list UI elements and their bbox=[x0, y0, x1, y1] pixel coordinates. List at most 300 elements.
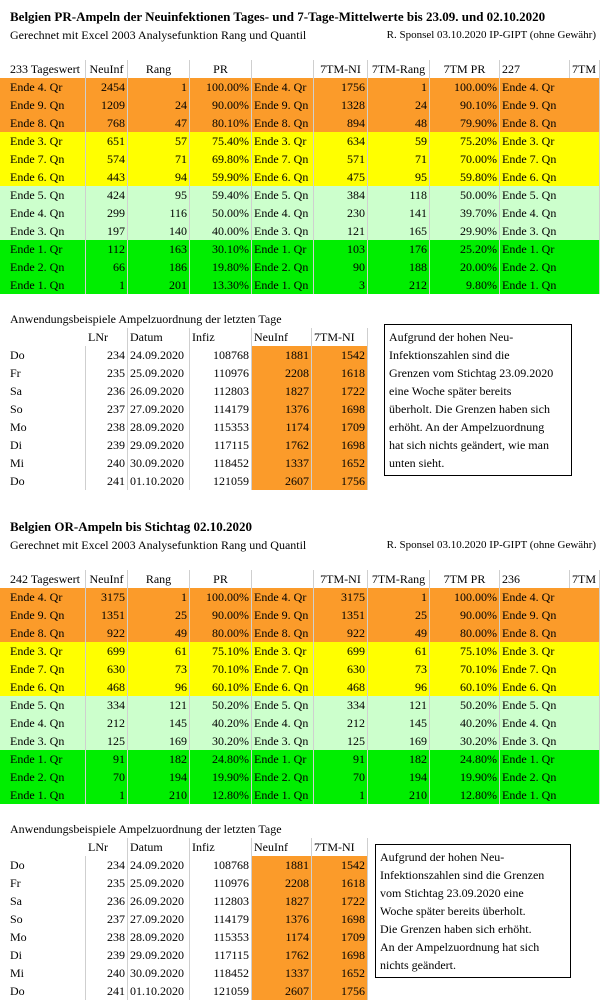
table-cell: Ende 4. Qr bbox=[500, 78, 600, 96]
ampel-row bbox=[0, 78, 600, 96]
table-cell: 50.00% bbox=[430, 186, 500, 204]
example-cell: 25.09.2020 bbox=[128, 874, 190, 892]
example-cell: 27.09.2020 bbox=[128, 910, 190, 928]
example-cell: 110976 bbox=[190, 364, 252, 382]
table-cell: 19.80% bbox=[190, 258, 252, 276]
table-cell: 145 bbox=[128, 714, 190, 732]
example-cell: 1709 bbox=[312, 928, 368, 946]
table-cell: Ende 1. Qr bbox=[8, 240, 86, 258]
column-header: Rang bbox=[128, 60, 190, 78]
table-cell: 201 bbox=[128, 276, 190, 294]
table-cell: Ende 8. Qn bbox=[252, 624, 314, 642]
table-cell: 80.10% bbox=[190, 114, 252, 132]
table-cell: 100.00% bbox=[190, 78, 252, 96]
table-cell: 125 bbox=[314, 732, 368, 750]
table-cell: 30.20% bbox=[190, 732, 252, 750]
table-cell: 212 bbox=[86, 714, 128, 732]
example-cell: 115353 bbox=[190, 928, 252, 946]
table-cell: 894 bbox=[314, 114, 368, 132]
example-cell: 2208 bbox=[252, 364, 312, 382]
table-cell: Ende 3. Qr bbox=[252, 642, 314, 660]
examples-header: LNr bbox=[86, 838, 128, 856]
examples-header: NeuInf bbox=[252, 838, 312, 856]
example-cell: 30.09.2020 bbox=[128, 454, 190, 472]
example-cell: 121059 bbox=[190, 982, 252, 1000]
table-cell: 116 bbox=[128, 204, 190, 222]
table-cell: 1 bbox=[368, 78, 430, 96]
table-cell: 80.00% bbox=[430, 624, 500, 642]
subtitle-text: Gerechnet mit Excel 2003 Analysefunktion Rang und Quantil bbox=[10, 538, 307, 552]
table-cell: 118 bbox=[368, 186, 430, 204]
table-cell: 70.10% bbox=[430, 660, 500, 678]
column-header: 7TM-Rang bbox=[368, 60, 430, 78]
example-cell: 2208 bbox=[252, 874, 312, 892]
ampel-row bbox=[0, 642, 600, 660]
table-cell: 2454 bbox=[86, 78, 128, 96]
table-cell: Ende 4. Qn bbox=[8, 204, 86, 222]
table-cell: 3175 bbox=[86, 588, 128, 606]
table-cell: Ende 6. Qn bbox=[252, 168, 314, 186]
table-cell: 1 bbox=[314, 786, 368, 804]
table-cell: 3 bbox=[314, 276, 368, 294]
example-cell: Do bbox=[8, 472, 86, 490]
example-cell: 235 bbox=[86, 364, 128, 382]
table-cell: 96 bbox=[128, 678, 190, 696]
table-cell: 66 bbox=[86, 258, 128, 276]
table-cell: Ende 5. Qn bbox=[500, 186, 600, 204]
table-cell: Ende 2. Qn bbox=[252, 258, 314, 276]
examples-header: LNr bbox=[86, 328, 128, 346]
table-cell: Ende 8. Qn bbox=[500, 114, 600, 132]
ampel-row bbox=[0, 276, 600, 294]
example-cell: 1722 bbox=[312, 892, 368, 910]
example-cell: 117115 bbox=[190, 946, 252, 964]
table-cell: 90.00% bbox=[190, 96, 252, 114]
table-cell: Ende 7. Qn bbox=[252, 660, 314, 678]
table-cell: 40.00% bbox=[190, 222, 252, 240]
example-cell: 01.10.2020 bbox=[128, 472, 190, 490]
table-cell: 24 bbox=[368, 96, 430, 114]
table-cell: 121 bbox=[314, 222, 368, 240]
table-cell: 112 bbox=[86, 240, 128, 258]
table-cell: 299 bbox=[86, 204, 128, 222]
table-cell: Ende 2. Qn bbox=[8, 768, 86, 786]
example-cell: 241 bbox=[86, 982, 128, 1000]
example-cell: 1652 bbox=[312, 964, 368, 982]
table-cell: Ende 3. Qn bbox=[252, 222, 314, 240]
table-cell: 40.20% bbox=[430, 714, 500, 732]
examples-header: 7TM-NI bbox=[312, 838, 368, 856]
example-cell: Mi bbox=[8, 964, 86, 982]
table-cell: Ende 8. Qn bbox=[8, 624, 86, 642]
example-cell: 118452 bbox=[190, 964, 252, 982]
example-cell: 1542 bbox=[312, 856, 368, 874]
column-header: 7TM bbox=[570, 570, 600, 588]
example-cell: 241 bbox=[86, 472, 128, 490]
subtitle-row bbox=[0, 26, 600, 44]
example-cell: 1762 bbox=[252, 946, 312, 964]
table-cell: Ende 3. Qr bbox=[8, 132, 86, 150]
table-cell: 25 bbox=[128, 606, 190, 624]
table-cell: 90.10% bbox=[430, 96, 500, 114]
examples-header: NeuInf bbox=[252, 328, 312, 346]
example-cell: So bbox=[8, 400, 86, 418]
table-cell: Ende 7. Qn bbox=[500, 660, 600, 678]
example-cell: 235 bbox=[86, 874, 128, 892]
table-cell: Ende 3. Qr bbox=[252, 132, 314, 150]
table-cell: 70.00% bbox=[430, 150, 500, 168]
table-cell: 71 bbox=[128, 150, 190, 168]
column-header: 7TM-Rang bbox=[368, 570, 430, 588]
example-cell: 115353 bbox=[190, 418, 252, 436]
table-cell: 169 bbox=[368, 732, 430, 750]
example-cell: 238 bbox=[86, 418, 128, 436]
ampel-row bbox=[0, 660, 600, 678]
table-cell: 20.00% bbox=[430, 258, 500, 276]
table-cell: 140 bbox=[128, 222, 190, 240]
note-line: vom Stichtag 23.09.2020 eine bbox=[380, 886, 524, 900]
table-cell: 630 bbox=[314, 660, 368, 678]
table-cell: Ende 6. Qn bbox=[500, 168, 600, 186]
examples-title: Anwendungsbeispiele Ampelzuordnung der letzten Tage bbox=[10, 312, 282, 326]
table-cell: Ende 5. Qn bbox=[8, 696, 86, 714]
table-cell: Ende 6. Qn bbox=[500, 678, 600, 696]
table-cell: 165 bbox=[368, 222, 430, 240]
note-line: Die Grenzen haben sich erhöht. bbox=[380, 922, 532, 936]
table-cell: Ende 5. Qn bbox=[500, 696, 600, 714]
table-cell: 3175 bbox=[314, 588, 368, 606]
example-cell: 108768 bbox=[190, 856, 252, 874]
examples-title-row bbox=[0, 820, 600, 838]
column-header: PR bbox=[190, 60, 252, 78]
example-cell: 1698 bbox=[312, 436, 368, 454]
table-cell: 24.80% bbox=[190, 750, 252, 768]
table-cell: Ende 3. Qn bbox=[8, 222, 86, 240]
table-cell: Ende 1. Qr bbox=[500, 750, 600, 768]
table-cell: Ende 9. Qn bbox=[500, 96, 600, 114]
table-cell: Ende 4. Qr bbox=[500, 588, 600, 606]
table-cell: Ende 4. Qr bbox=[8, 78, 86, 96]
column-header: 242 Tageswert bbox=[8, 570, 86, 588]
table-cell: 334 bbox=[314, 696, 368, 714]
table-cell: 59.80% bbox=[430, 168, 500, 186]
table-cell: Ende 1. Qn bbox=[8, 276, 86, 294]
examples-header: Datum bbox=[128, 838, 190, 856]
note-line: An der Ampelzuordnung hat sich bbox=[380, 940, 540, 954]
example-cell: 27.09.2020 bbox=[128, 400, 190, 418]
table-cell: Ende 9. Qn bbox=[252, 96, 314, 114]
example-cell: Di bbox=[8, 946, 86, 964]
example-cell: 234 bbox=[86, 856, 128, 874]
column-header: 7TM bbox=[570, 60, 600, 78]
ampel-row bbox=[0, 696, 600, 714]
table-cell: 13.30% bbox=[190, 276, 252, 294]
example-cell: 1698 bbox=[312, 400, 368, 418]
table-cell: 19.90% bbox=[430, 768, 500, 786]
table-cell: 210 bbox=[368, 786, 430, 804]
example-cell: 29.09.2020 bbox=[128, 946, 190, 964]
example-cell: 1376 bbox=[252, 400, 312, 418]
example-cell: 1376 bbox=[252, 910, 312, 928]
note-line: Woche später bereits überholt. bbox=[380, 904, 526, 918]
examples-header: Infiz bbox=[190, 838, 252, 856]
table-cell: 70 bbox=[314, 768, 368, 786]
table-cell: Ende 1. Qn bbox=[252, 786, 314, 804]
table-cell: 19.90% bbox=[190, 768, 252, 786]
table-cell: Ende 7. Qn bbox=[8, 150, 86, 168]
table-cell: 30.20% bbox=[430, 732, 500, 750]
ampel-row bbox=[0, 588, 600, 606]
table-cell: 1756 bbox=[314, 78, 368, 96]
table-cell: Ende 3. Qn bbox=[500, 732, 600, 750]
example-cell: Fr bbox=[8, 364, 86, 382]
note-line: Infektionszahlen sind die Grenzen bbox=[380, 868, 545, 882]
table-cell: 12.80% bbox=[430, 786, 500, 804]
table-cell: 30.10% bbox=[190, 240, 252, 258]
ampel-row bbox=[0, 606, 600, 624]
note-line: unten sieht. bbox=[389, 456, 445, 470]
examples-title: Anwendungsbeispiele Ampelzuordnung der letzten Tage bbox=[10, 822, 282, 836]
table-cell: Ende 9. Qn bbox=[8, 96, 86, 114]
table-cell: 230 bbox=[314, 204, 368, 222]
table-cell: 25 bbox=[368, 606, 430, 624]
table-cell: 49 bbox=[128, 624, 190, 642]
subtitle-row bbox=[0, 536, 600, 554]
table-cell: 424 bbox=[86, 186, 128, 204]
table-cell: 100.00% bbox=[430, 78, 500, 96]
table-cell: 103 bbox=[314, 240, 368, 258]
table-cell: 1 bbox=[86, 786, 128, 804]
table-cell: Ende 2. Qn bbox=[500, 258, 600, 276]
example-cell: Sa bbox=[8, 892, 86, 910]
table-cell: 169 bbox=[128, 732, 190, 750]
example-cell: 110976 bbox=[190, 874, 252, 892]
table-cell: 212 bbox=[368, 276, 430, 294]
table-cell: 1 bbox=[86, 276, 128, 294]
table-cell: 24.80% bbox=[430, 750, 500, 768]
table-cell: Ende 1. Qr bbox=[252, 240, 314, 258]
example-cell: Do bbox=[8, 856, 86, 874]
example-cell: Mo bbox=[8, 418, 86, 436]
example-cell: Do bbox=[8, 982, 86, 1000]
example-cell: 1698 bbox=[312, 946, 368, 964]
table-cell: 80.00% bbox=[190, 624, 252, 642]
table-cell: Ende 1. Qn bbox=[500, 276, 600, 294]
table-cell: Ende 4. Qr bbox=[252, 78, 314, 96]
table-cell: 1 bbox=[128, 78, 190, 96]
column-header: 7TM-NI bbox=[314, 570, 368, 588]
example-cell: 240 bbox=[86, 964, 128, 982]
section-title bbox=[0, 8, 600, 26]
title-text: Belgien PR-Ampeln der Neuinfektionen Tages- und 7-Tage-Mittelwerte bis 23.09. und 02.10.2020 bbox=[10, 9, 546, 24]
table-cell: 475 bbox=[314, 168, 368, 186]
example-cell: 1827 bbox=[252, 892, 312, 910]
table-cell: 94 bbox=[128, 168, 190, 186]
example-cell: 112803 bbox=[190, 382, 252, 400]
table-cell: 468 bbox=[86, 678, 128, 696]
ampel-row bbox=[0, 750, 600, 768]
table-cell: Ende 4. Qr bbox=[252, 588, 314, 606]
examples-header: Datum bbox=[128, 328, 190, 346]
table-cell: 50.20% bbox=[190, 696, 252, 714]
table-cell: 100.00% bbox=[430, 588, 500, 606]
example-cell: 1762 bbox=[252, 436, 312, 454]
examples-header: 7TM-NI bbox=[312, 328, 368, 346]
table-cell: 47 bbox=[128, 114, 190, 132]
column-header: NeuInf bbox=[86, 570, 128, 588]
table-cell: 100.00% bbox=[190, 588, 252, 606]
table-cell: 1 bbox=[128, 588, 190, 606]
table-cell: Ende 3. Qn bbox=[252, 732, 314, 750]
table-cell: Ende 1. Qr bbox=[252, 750, 314, 768]
note-line: überholt. Die Grenzen haben sich bbox=[389, 402, 550, 416]
example-cell: 1174 bbox=[252, 928, 312, 946]
table-cell: 12.80% bbox=[190, 786, 252, 804]
note-box bbox=[384, 324, 572, 476]
example-cell: Do bbox=[8, 346, 86, 364]
ampel-row bbox=[0, 624, 600, 642]
example-cell: Di bbox=[8, 436, 86, 454]
examples-header: Infiz bbox=[190, 328, 252, 346]
table-cell: Ende 5. Qn bbox=[8, 186, 86, 204]
example-cell: 30.09.2020 bbox=[128, 964, 190, 982]
table-cell: 90.00% bbox=[430, 606, 500, 624]
table-cell: 121 bbox=[368, 696, 430, 714]
column-header: PR bbox=[190, 570, 252, 588]
table-cell: Ende 6. Qn bbox=[252, 678, 314, 696]
credit-text: R. Sponsel 03.10.2020 IP-GIPT (ohne Gewähr) bbox=[386, 29, 596, 41]
table-cell: 182 bbox=[128, 750, 190, 768]
ampel-row bbox=[0, 786, 600, 804]
table-cell: 75.10% bbox=[430, 642, 500, 660]
example-cell: 29.09.2020 bbox=[128, 436, 190, 454]
example-cell: 1618 bbox=[312, 874, 368, 892]
table-cell: 699 bbox=[86, 642, 128, 660]
table-cell: Ende 3. Qn bbox=[500, 222, 600, 240]
example-cell: So bbox=[8, 910, 86, 928]
example-cell: 114179 bbox=[190, 400, 252, 418]
table-cell: Ende 9. Qn bbox=[8, 606, 86, 624]
example-cell: 240 bbox=[86, 454, 128, 472]
example-cell: 1756 bbox=[312, 472, 368, 490]
table-cell: Ende 8. Qn bbox=[8, 114, 86, 132]
column-header: 7TM PR bbox=[430, 60, 500, 78]
table-cell: 182 bbox=[368, 750, 430, 768]
subtitle-text: Gerechnet mit Excel 2003 Analysefunktion Rang und Quantil bbox=[10, 28, 307, 42]
column-header: 233 Tageswert bbox=[8, 60, 86, 78]
table-cell: Ende 3. Qn bbox=[8, 732, 86, 750]
table-cell: 75.40% bbox=[190, 132, 252, 150]
ampel-row bbox=[0, 222, 600, 240]
example-cell: 25.09.2020 bbox=[128, 364, 190, 382]
table-cell: 212 bbox=[314, 714, 368, 732]
table-cell: Ende 5. Qn bbox=[252, 186, 314, 204]
table-cell: 90 bbox=[314, 258, 368, 276]
table-cell: 95 bbox=[368, 168, 430, 186]
example-cell: Mo bbox=[8, 928, 86, 946]
example-cell: 26.09.2020 bbox=[128, 892, 190, 910]
header-row bbox=[0, 570, 600, 588]
example-cell: 118452 bbox=[190, 454, 252, 472]
example-cell: 1709 bbox=[312, 418, 368, 436]
example-cell: 239 bbox=[86, 436, 128, 454]
table-cell: 194 bbox=[128, 768, 190, 786]
table-cell: 60.10% bbox=[430, 678, 500, 696]
table-cell: Ende 5. Qn bbox=[252, 696, 314, 714]
example-cell: 1881 bbox=[252, 856, 312, 874]
example-cell: 1881 bbox=[252, 346, 312, 364]
table-cell: 384 bbox=[314, 186, 368, 204]
table-cell: 70.10% bbox=[190, 660, 252, 678]
table-cell: 9.80% bbox=[430, 276, 500, 294]
table-cell: Ende 3. Qr bbox=[8, 642, 86, 660]
table-cell: 70 bbox=[86, 768, 128, 786]
example-cell: Fr bbox=[8, 874, 86, 892]
example-cell: 2607 bbox=[252, 472, 312, 490]
table-cell: 630 bbox=[86, 660, 128, 678]
table-cell: 922 bbox=[314, 624, 368, 642]
table-cell: Ende 4. Qn bbox=[500, 204, 600, 222]
table-cell: Ende 8. Qn bbox=[252, 114, 314, 132]
table-cell: Ende 1. Qn bbox=[252, 276, 314, 294]
table-cell: Ende 4. Qn bbox=[8, 714, 86, 732]
ampel-row bbox=[0, 96, 600, 114]
example-cell: 117115 bbox=[190, 436, 252, 454]
ampel-row bbox=[0, 186, 600, 204]
table-cell: 75.20% bbox=[430, 132, 500, 150]
table-cell: Ende 2. Qn bbox=[8, 258, 86, 276]
table-cell: 40.20% bbox=[190, 714, 252, 732]
note-line: Infektionszahlen sind die bbox=[389, 348, 510, 362]
table-cell: 141 bbox=[368, 204, 430, 222]
table-cell: Ende 4. Qn bbox=[252, 714, 314, 732]
example-row bbox=[0, 982, 600, 1000]
table-cell: Ende 2. Qn bbox=[500, 768, 600, 786]
table-cell: 73 bbox=[128, 660, 190, 678]
table-cell: 125 bbox=[86, 732, 128, 750]
ampel-row bbox=[0, 168, 600, 186]
table-cell: 91 bbox=[314, 750, 368, 768]
column-header: 7TM PR bbox=[430, 570, 500, 588]
table-cell: 1209 bbox=[86, 96, 128, 114]
table-cell: 75.10% bbox=[190, 642, 252, 660]
example-cell: 239 bbox=[86, 946, 128, 964]
table-cell: 699 bbox=[314, 642, 368, 660]
header-row bbox=[0, 60, 600, 78]
example-cell: 01.10.2020 bbox=[128, 982, 190, 1000]
table-cell: Ende 3. Qr bbox=[500, 642, 600, 660]
table-cell: 197 bbox=[86, 222, 128, 240]
table-cell: 768 bbox=[86, 114, 128, 132]
example-cell: 1618 bbox=[312, 364, 368, 382]
example-cell: 1652 bbox=[312, 454, 368, 472]
table-cell: 334 bbox=[86, 696, 128, 714]
table-cell: Ende 8. Qn bbox=[500, 624, 600, 642]
table-cell: Ende 7. Qn bbox=[500, 150, 600, 168]
credit-text: R. Sponsel 03.10.2020 IP-GIPT (ohne Gewähr) bbox=[386, 539, 596, 551]
table-cell: 121 bbox=[128, 696, 190, 714]
ampel-row bbox=[0, 150, 600, 168]
note-line: nichts geändert. bbox=[380, 958, 456, 972]
note-line: Aufgrund der hohen Neu- bbox=[389, 330, 514, 344]
example-cell: 114179 bbox=[190, 910, 252, 928]
table-cell: Ende 9. Qn bbox=[252, 606, 314, 624]
table-cell: Ende 7. Qn bbox=[252, 150, 314, 168]
column-header bbox=[252, 570, 314, 588]
example-cell: 28.09.2020 bbox=[128, 928, 190, 946]
table-cell: Ende 4. Qn bbox=[500, 714, 600, 732]
table-cell: 1351 bbox=[314, 606, 368, 624]
